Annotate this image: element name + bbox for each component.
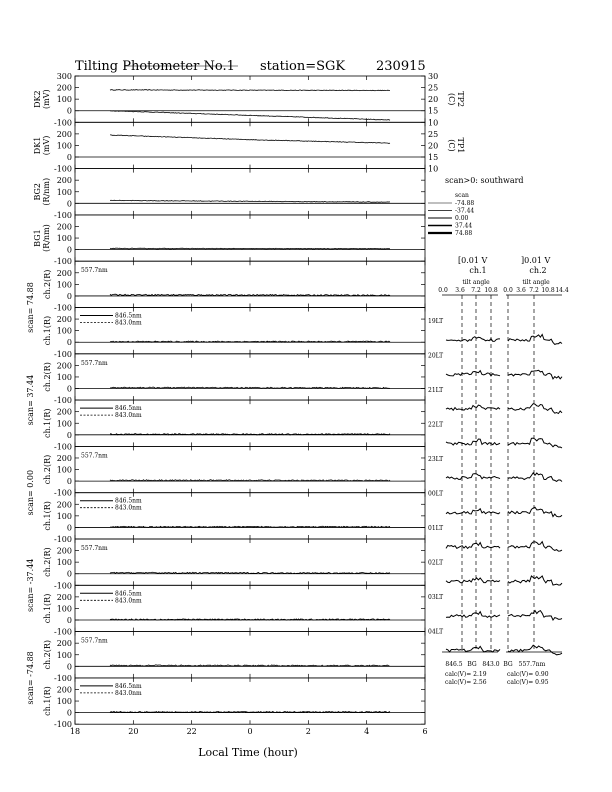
- panel-s4c1: [43, 585, 425, 636]
- tilt-tick-ch2: 7.2: [529, 287, 539, 294]
- panel-wavelength-label: 557.7nm: [81, 359, 108, 367]
- y-tick-label: 200: [56, 407, 72, 417]
- calc-ch1-b: calc(V)= 2.56: [445, 679, 487, 686]
- y-axis-label: (mV): [42, 89, 51, 109]
- panel-dk2: [33, 72, 465, 127]
- y-tick-label: -100: [54, 627, 72, 637]
- y-tick-label: 200: [56, 315, 72, 325]
- date-label: 230915: [376, 59, 426, 74]
- panel-frame: [75, 261, 425, 307]
- tilt-profile-ch2: [508, 611, 562, 620]
- panel-s3c1: [43, 493, 425, 544]
- x-axis: [70, 727, 428, 736]
- y-tick-label: -100: [54, 349, 72, 359]
- scan-group-label: scan= 74.88: [26, 282, 35, 333]
- scan-legend-label: -74.88: [455, 200, 475, 207]
- tilt-profile-ch1: [446, 405, 500, 410]
- ch2-header: ch.2: [529, 266, 547, 275]
- right-axis-label: TP1: [456, 137, 465, 154]
- legend-843-label: 843.0nm: [115, 319, 142, 327]
- tilt-profile-ch2: [508, 370, 562, 379]
- time-row-label: 20LT: [428, 352, 444, 360]
- y-axis-label: ch.2(R): [43, 547, 52, 577]
- tilt-tick-ch2: 0.0: [503, 287, 513, 294]
- time-row-label: 04LT: [428, 628, 444, 636]
- tilt-tick-ch2: 10.8: [541, 287, 555, 294]
- y-tick-label: 100: [56, 326, 72, 336]
- y-tick-label: 100: [56, 697, 72, 707]
- y-tick-label: -100: [54, 488, 72, 498]
- panel-wavelength-label: 557.7nm: [81, 637, 108, 645]
- legend-843-label: 843.0nm: [115, 504, 142, 512]
- y-axis-label: (mV): [42, 135, 51, 156]
- y-axis-label: (R/nm): [42, 177, 51, 206]
- y-axis-label: DK1: [33, 136, 42, 155]
- right-tick-label: 25: [428, 129, 439, 139]
- tilt-profile-ch1: [446, 474, 500, 480]
- y-tick-label: 200: [56, 592, 72, 602]
- tilt-profile-ch1: [446, 646, 500, 652]
- y-tick-label: 200: [56, 361, 72, 371]
- right-tick-label: 15: [428, 106, 439, 116]
- x-tick-label: 22: [186, 727, 197, 737]
- panel-s5c2: [43, 632, 425, 683]
- tilt-profile-ch2: [508, 404, 562, 414]
- panel-frame: [75, 169, 425, 215]
- bottom-wavelength-label: 557.7nm: [518, 661, 546, 668]
- y-axis-label: ch.1(R): [43, 593, 52, 624]
- y-tick-label: -100: [54, 257, 72, 267]
- tilt-profile-ch1: [446, 543, 500, 549]
- tilt-profile-ch1: [446, 439, 500, 445]
- tilt-profile-ch2: [508, 542, 562, 551]
- time-row-label: 23LT: [428, 456, 444, 463]
- right-tick-label: 20: [428, 141, 439, 151]
- y-tick-label: 200: [56, 129, 72, 139]
- time-row-label: 01LT: [428, 525, 444, 532]
- right-tick-label: 15: [428, 153, 439, 163]
- panel-s4c2: [43, 539, 425, 590]
- y-tick-label: 200: [56, 176, 72, 186]
- panel-wavelength-label: 557.7nm: [81, 267, 108, 275]
- tilt-profile-ch2: [508, 645, 562, 655]
- bottom-wavelength-label: 846.5: [445, 661, 463, 668]
- right-tick-label: 25: [428, 83, 439, 93]
- y-axis-label: ch.1(R): [43, 315, 52, 346]
- scan-legend-label: 0.00: [455, 215, 469, 222]
- legend-843-label: 843.0nm: [115, 597, 142, 605]
- panel-s2c1: [43, 400, 425, 451]
- y-axis-label: ch.2(R): [43, 639, 52, 670]
- panel-bg1: [33, 215, 425, 266]
- scale-bar-ch1: [0.01 V: [458, 256, 488, 265]
- x-tick-label: 6: [422, 727, 428, 737]
- right-tick-label: 20: [428, 95, 439, 105]
- x-tick-label: 20: [128, 727, 139, 737]
- y-tick-label: 100: [56, 650, 72, 660]
- y-tick-label: 0: [66, 616, 72, 626]
- tilt-profile-ch2: [508, 335, 562, 345]
- y-tick-label: 100: [56, 604, 72, 614]
- right-tick-label: 30: [428, 72, 439, 81]
- y-tick-label: -100: [54, 164, 72, 174]
- y-tick-label: 100: [56, 372, 72, 382]
- panel-s2c2: [43, 354, 425, 405]
- time-row-label: 00LT: [428, 490, 444, 498]
- scan-legend-title: scan>0: southward: [445, 176, 524, 185]
- time-row-label: 19LT: [428, 318, 444, 325]
- tilt-tick-ch1: 7.2: [471, 287, 481, 294]
- ch1-header: ch.1: [469, 266, 487, 275]
- y-tick-label: 200: [56, 222, 72, 232]
- y-tick-label: 100: [56, 141, 72, 151]
- tilt-profile-ch1: [446, 578, 500, 583]
- tilt-tick-ch2: 3.6: [516, 287, 526, 294]
- y-tick-label: 0: [66, 523, 72, 533]
- tilt-tick-ch2: 14.4: [555, 287, 569, 294]
- y-axis-label: DK2: [33, 90, 42, 108]
- y-tick-label: 200: [56, 639, 72, 649]
- panel-s1c2: [43, 261, 425, 312]
- calc-ch2-b: calc(V)= 0.95: [507, 679, 549, 686]
- y-tick-label: 0: [66, 106, 72, 116]
- scan-group-label: scan= -37.44: [26, 558, 35, 612]
- y-tick-label: 200: [56, 453, 72, 463]
- y-axis-label: ch.1(R): [43, 408, 52, 439]
- calc-ch1-a: calc(V)= 2.19: [445, 671, 487, 678]
- y-tick-label: 200: [56, 83, 72, 93]
- tilt-profile-ch2: [508, 473, 562, 482]
- right-axis-label: (C): [447, 92, 456, 106]
- legend-846-label: 846.5nm: [115, 405, 142, 413]
- panel-s3c2: [43, 446, 425, 497]
- y-axis-label: BG2: [33, 182, 42, 201]
- tilt-tick-ch1: 0.0: [438, 287, 448, 294]
- legend-843-label: 843.0nm: [115, 412, 142, 420]
- y-tick-label: 0: [66, 430, 72, 440]
- x-tick-label: 4: [364, 727, 370, 737]
- y-tick-label: -100: [54, 535, 72, 544]
- y-tick-label: -100: [54, 673, 72, 683]
- tilt-angle-label-ch1: tilt angle: [462, 279, 490, 286]
- series-line: [110, 200, 390, 202]
- y-tick-label: 0: [66, 338, 72, 348]
- y-tick-label: 100: [56, 280, 72, 290]
- panel-dk1: [33, 122, 465, 173]
- series-line: [110, 135, 390, 144]
- y-tick-label: 300: [56, 72, 72, 81]
- panel-frame: [75, 215, 425, 261]
- y-tick-label: -100: [54, 396, 72, 406]
- legend-846-label: 846.5nm: [115, 682, 142, 690]
- scale-bar-ch2: ]0.01 V: [521, 256, 551, 265]
- panel-frame: [75, 122, 425, 168]
- y-tick-label: 100: [56, 511, 72, 521]
- legend-846-label: 846.5nm: [115, 312, 142, 320]
- panel-s1c1: [43, 308, 425, 359]
- series-line: [110, 90, 390, 91]
- x-tick-label: 2: [305, 727, 311, 737]
- y-tick-label: 0: [66, 477, 72, 487]
- tilt-profile-ch1: [446, 371, 500, 376]
- panel-bg2: [33, 169, 425, 220]
- y-tick-label: 200: [56, 500, 72, 510]
- y-tick-label: -100: [54, 720, 72, 730]
- y-tick-label: 0: [66, 291, 72, 301]
- time-row-label: 02LT: [428, 559, 444, 567]
- series-line: [110, 248, 390, 249]
- panel-frame: [75, 354, 425, 400]
- tilt-profile-ch1: [446, 509, 500, 514]
- panel-wavelength-label: 557.7nm: [81, 545, 108, 552]
- y-tick-label: 100: [56, 558, 72, 568]
- y-axis-label: ch.2(R): [43, 362, 52, 392]
- calc-ch2-a: calc(V)= 0.90: [507, 671, 549, 678]
- y-axis-label: ch.1(R): [43, 686, 52, 716]
- scan-legend-header: scan: [455, 192, 469, 199]
- y-tick-label: 100: [56, 95, 72, 105]
- legend-843-label: 843.0nm: [115, 689, 142, 697]
- scan-legend-label: 37.44: [455, 222, 473, 230]
- tilt-profile-ch2: [508, 507, 562, 517]
- y-tick-label: 0: [66, 384, 72, 394]
- legend-846-label: 846.5nm: [115, 497, 142, 505]
- panel-s5c1: [43, 678, 425, 729]
- scan-legend: [428, 176, 524, 237]
- legend-846-label: 846.5nm: [115, 590, 142, 598]
- right-axis-label: (C): [447, 139, 456, 152]
- scan-legend-label: -37.44: [455, 207, 475, 215]
- y-tick-label: 100: [56, 465, 72, 475]
- y-axis-label: ch.2(R): [43, 454, 52, 485]
- scan-legend-label: 74.88: [455, 230, 473, 237]
- x-tick-label: 0: [247, 727, 253, 737]
- right-tick-label: 10: [428, 118, 439, 128]
- bottom-wavelength-label: BG: [467, 661, 477, 668]
- chart-title: Tilting Photometer No.1: [75, 59, 235, 74]
- x-axis-label: Local Time (hour): [198, 746, 298, 759]
- y-tick-label: -100: [54, 118, 72, 128]
- time-row-label: 21LT: [428, 387, 444, 394]
- y-tick-label: -100: [54, 303, 72, 313]
- y-tick-label: 0: [66, 569, 72, 579]
- tilt-tick-ch1: 3.6: [455, 287, 465, 294]
- tilt-tick-ch1: 10.8: [484, 287, 498, 294]
- tilt-profile-ch2: [508, 576, 562, 585]
- bottom-wavelength-label: 843.0: [482, 661, 500, 668]
- time-row-label: 03LT: [428, 594, 444, 601]
- panel-frame: [75, 539, 425, 585]
- y-tick-label: 0: [66, 708, 72, 718]
- panel-wavelength-label: 557.7nm: [81, 452, 108, 460]
- right-axis-label: TP2: [456, 91, 465, 108]
- y-axis-label: ch.1(R): [43, 501, 52, 531]
- y-tick-label: 100: [56, 234, 72, 244]
- scan-group-label: scan= 37.44: [26, 374, 35, 426]
- y-tick-label: -100: [54, 581, 72, 591]
- scan-group-label: scan= 0.00: [26, 469, 35, 516]
- scan-group-label: scan= -74.88: [26, 651, 35, 705]
- tilt-profile-ch1: [446, 612, 500, 618]
- tilt-angle-label-ch2: tilt angle: [522, 279, 550, 286]
- y-tick-label: 200: [56, 268, 72, 278]
- y-tick-label: 0: [66, 153, 72, 163]
- time-row-label: 22LT: [428, 421, 444, 429]
- y-axis-label: BG1: [33, 229, 42, 247]
- y-tick-label: -100: [54, 210, 72, 220]
- tilt-profile-ch2: [508, 438, 562, 448]
- panel-frame: [75, 446, 425, 492]
- x-tick-label: 18: [69, 727, 81, 737]
- y-tick-label: 200: [56, 546, 72, 556]
- panels-group: [26, 72, 465, 729]
- y-tick-label: 200: [56, 685, 72, 695]
- bottom-wavelength-label: BG: [503, 661, 513, 668]
- tilt-profile-panel: [428, 256, 569, 686]
- tilt-profile-ch1: [446, 337, 500, 342]
- y-tick-label: 0: [66, 199, 72, 209]
- y-tick-label: 0: [66, 245, 72, 255]
- y-tick-label: 100: [56, 187, 72, 197]
- y-axis-label: ch.2(R): [43, 269, 52, 300]
- station-label: station=SGK: [260, 59, 346, 74]
- right-tick-label: 10: [428, 164, 439, 174]
- y-tick-label: 0: [66, 662, 72, 672]
- y-tick-label: -100: [54, 442, 72, 452]
- y-axis-label: (R/nm): [42, 224, 51, 252]
- panel-frame: [75, 632, 425, 678]
- y-tick-label: 100: [56, 419, 72, 429]
